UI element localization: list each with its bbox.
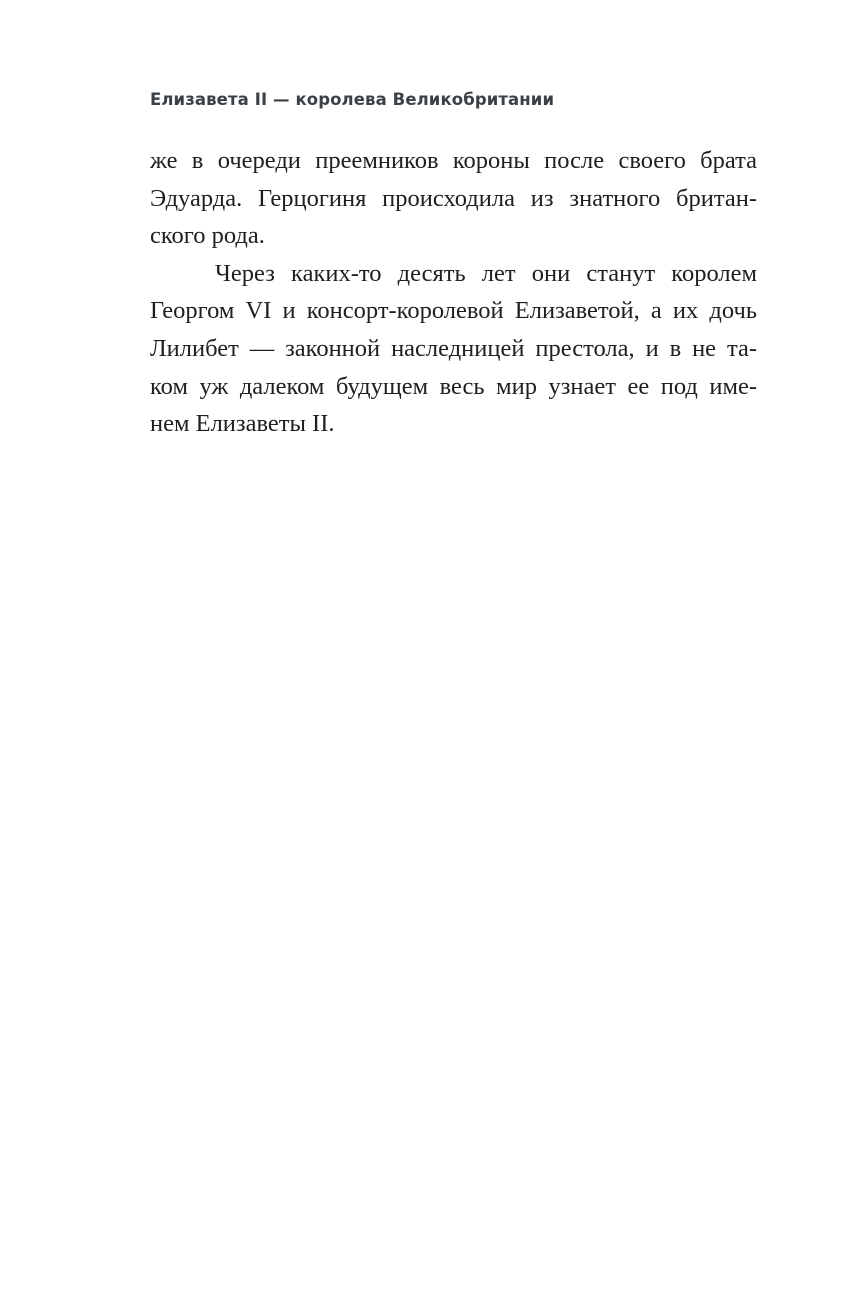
paragraph — [150, 142, 757, 255]
text-line: нем Елизаветы II. — [150, 410, 335, 438]
text-line: Георгом VI и консорт-королевой Елизаветой, а их дочь — [150, 297, 757, 325]
text-line: Эдуарда. Герцогиня происходила из знатного британ- — [150, 184, 757, 212]
text-line: Лилибет — законной наследницей престола, и в не та- — [150, 334, 757, 362]
paragraph — [150, 255, 757, 443]
text-line: ком уж далеком будущем весь мир узнает ее под име- — [150, 372, 757, 400]
body-text — [150, 142, 757, 443]
running-header: Елизавета II — королева Великобритании — [150, 90, 555, 109]
text-line: ского рода. — [150, 222, 265, 250]
text-line: Через каких-то десять лет они станут королем — [215, 259, 757, 287]
text-line: же в очереди преемников короны после своего брата — [150, 147, 757, 174]
